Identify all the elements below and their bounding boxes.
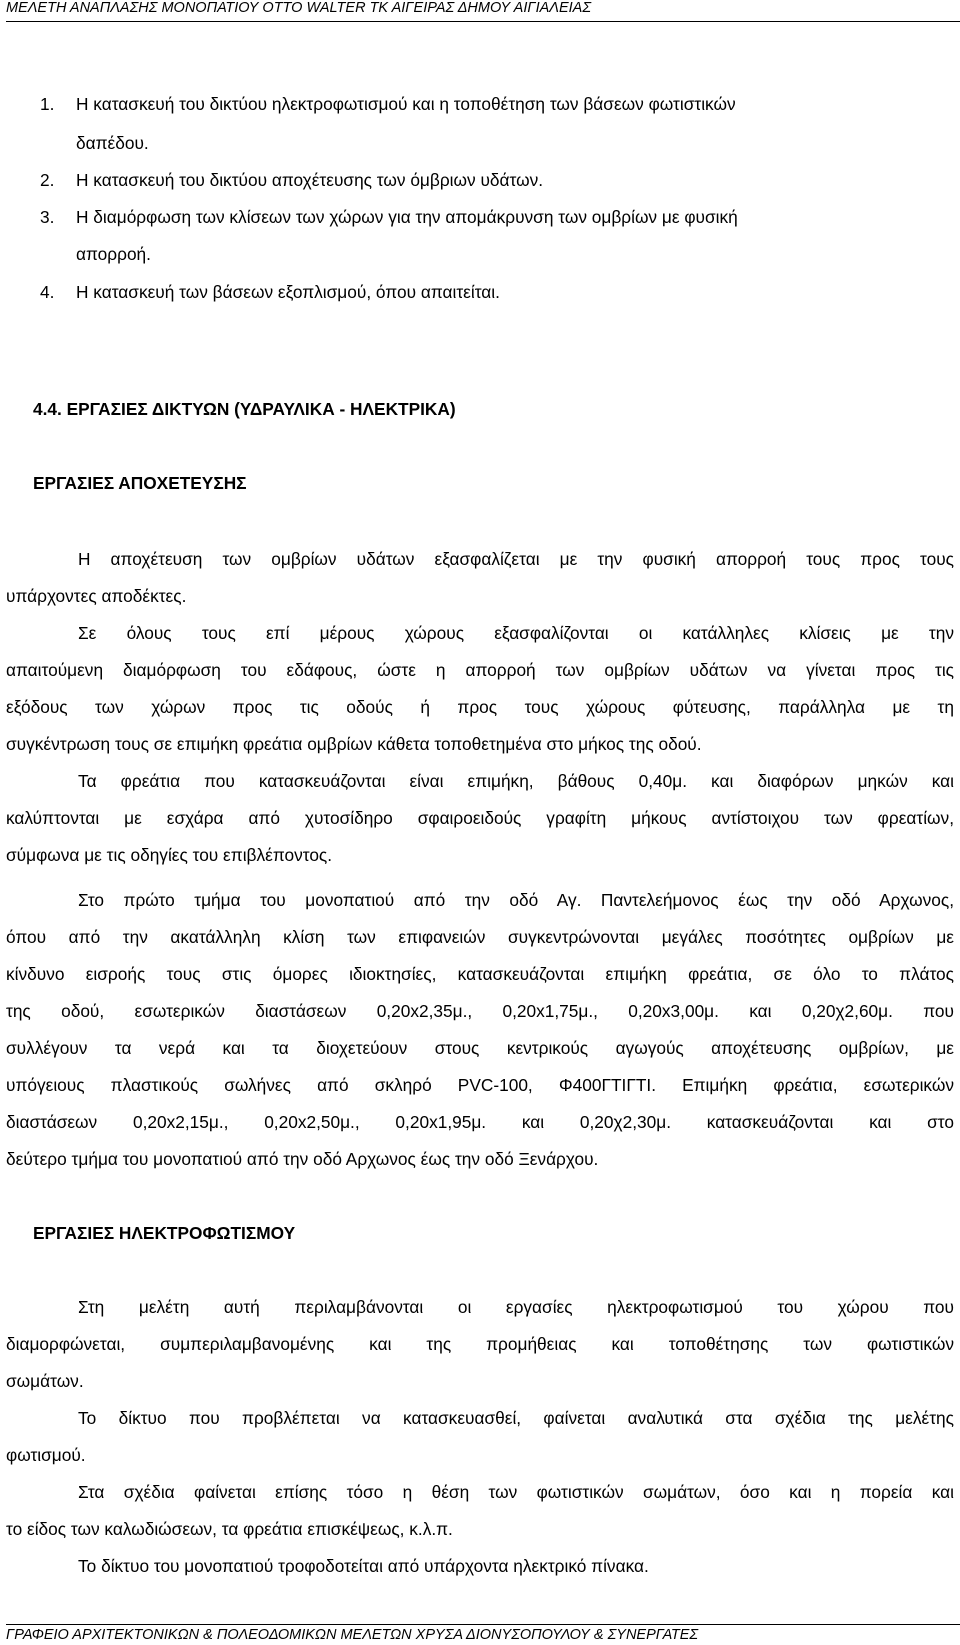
paragraph-line: της οδού, εσωτερικών διαστάσεων 0,20x2,35μ., 0,20x1,75μ., 0,20x3,00μ. και 0,20χ2,60μ. που <box>6 1001 954 1021</box>
list-item-number: 2. <box>40 170 55 190</box>
paragraph-line: υπάρχοντες αποδέκτες. <box>6 586 187 606</box>
list-item-text: Η κατασκευή του δικτύου ηλεκτροφωτισμού και η τοποθέτηση των βάσεων φωτιστικών <box>76 94 736 114</box>
paragraph-line: διαμορφώνεται, συμπεριλαμβανομένης και της προμήθειας και τοποθέτησης των φωτιστικών <box>6 1334 954 1354</box>
list-item-text: δαπέδου. <box>76 133 149 153</box>
paragraph-line: συγκέντρωση τους σε επιμήκη φρεάτια ομβρίων κάθετα τοποθετημένα στο μήκος της οδού. <box>6 734 702 754</box>
paragraph-line: Το δίκτυο που προβλέπεται να κατασκευασθεί, φαίνεται αναλυτικά στα σχέδια της μελέτης <box>78 1408 954 1428</box>
paragraph-line: δεύτερο τμήμα του μονοπατιού από την οδό Αρχωνος έως την οδό Ξενάρχου. <box>6 1149 599 1169</box>
paragraph-line: Τα φρεάτια που κατασκευάζονται είναι επιμήκη, βάθους 0,40μ. και διαφόρων μηκών και <box>78 771 954 791</box>
paragraph-line: φωτισμού. <box>6 1445 86 1465</box>
paragraph-line: συλλέγουν τα νερά και τα διοχετεύουν στους κεντρικούς αγωγούς αποχέτευσης ομβρίων, με <box>6 1038 954 1058</box>
running-header: ΜΕΛΕΤΗ ΑΝΑΠΛΑΣΗΣ ΜΟΝΟΠΑΤΙΟΥ ΟΤΤΟ WALTER ΤΚ ΑΙΓΕΙΡΑΣ ΔΗΜΟΥ ΑΙΓΙΑΛΕΙΑΣ <box>6 0 592 16</box>
list-item-text: Η κατασκευή των βάσεων εξοπλισμού, όπου απαιτείται. <box>76 282 500 302</box>
list-item-text: Η διαμόρφωση των κλίσεων των χώρων για την απομάκρυνση των ομβρίων με φυσική <box>76 207 738 227</box>
paragraph-line: διαστάσεων 0,20x2,15μ., 0,20x2,50μ., 0,20x1,95μ. και 0,20χ2,30μ. κατασκευάζονται και στο <box>6 1112 954 1132</box>
footer-divider <box>6 1624 960 1625</box>
paragraph-line: απαιτούμενη διαμόρφωση του εδάφους, ώστε η απορροή των ομβρίων υδάτων να γίνεται προς τις <box>6 660 954 680</box>
paragraph-line: εξόδους των χώρων προς τις οδούς ή προς τους χώρους φύτευσης, παράλληλα με τη <box>6 697 954 717</box>
list-item-text: απορροή. <box>76 244 151 264</box>
paragraph-line: Στο πρώτο τμήμα του μονοπατιού από την οδό Αγ. Παντελεήμονος έως την οδό Αρχωνος, <box>78 890 954 910</box>
paragraph-line: Στη μελέτη αυτή περιλαμβάνονται οι εργασίες ηλεκτροφωτισμού του χώρου που <box>78 1297 954 1317</box>
paragraph-line: καλύπτονται με εσχάρα από χυτοσίδηρο σφαιροειδούς γραφίτη μήκους αντίστοιχου των φρεατίων, <box>6 808 954 828</box>
running-footer: ΓΡΑΦΕΙΟ ΑΡΧΙΤΕΚΤΟΝΙΚΩΝ & ΠΟΛΕΟΔΟΜΙΚΩΝ ΜΕΛΕΤΩΝ ΧΡΥΣΑ ΔΙΟΝΥΣΟΠΟΥΛΟΥ & ΣΥΝΕΡΓΑΤΕΣ <box>6 1627 699 1643</box>
section-title: 4.4. ΕΡΓΑΣΙΕΣ ΔΙΚΤΥΩΝ (ΥΔΡΑΥΛΙΚΑ - ΗΛΕΚΤΡΙΚΑ) <box>33 399 456 419</box>
list-item-number: 1. <box>40 94 55 114</box>
list-item-number: 4. <box>40 282 55 302</box>
paragraph-line: Σε όλους τους επί μέρους χώρους εξασφαλίζονται οι κατάλληλες κλίσεις με την <box>78 623 954 643</box>
paragraph-line: κίνδυνο εισροής τους στις όμορες ιδιοκτησίες, κατασκευάζονται επιμήκη φρεάτια, σε όλο το πλάτος <box>6 964 954 984</box>
paragraph-line: υπόγειους πλαστικούς σωλήνες από σκληρό PVC-100, Φ400ΓΤΙΓΤΙ. Επιμήκη φρεάτια, εσωτερικών <box>6 1075 954 1095</box>
paragraph-line: σωμάτων. <box>6 1371 84 1391</box>
header-divider <box>6 21 960 22</box>
drainage-heading: ΕΡΓΑΣΙΕΣ ΑΠΟΧΕΤΕΥΣΗΣ <box>33 473 247 493</box>
list-item-text: Η κατασκευή του δικτύου αποχέτευσης των όμβριων υδάτων. <box>76 170 544 190</box>
paragraph-line: όπου από την ακατάλληλη κλίση των επιφανειών συγκεντρώνονται μεγάλες ποσότητες ομβρίων με <box>6 927 954 947</box>
list-item-number: 3. <box>40 207 55 227</box>
paragraph-line: σύμφωνα με τις οδηγίες του επιβλέποντος. <box>6 845 333 865</box>
paragraph-line: Το δίκτυο του μονοπατιού τροφοδοτείται από υπάρχοντα ηλεκτρικό πίνακα. <box>78 1556 649 1576</box>
paragraph-line: Στα σχέδια φαίνεται επίσης τόσο η θέση των φωτιστικών σωμάτων, όσο και η πορεία και <box>78 1482 954 1502</box>
paragraph-line: Η αποχέτευση των ομβρίων υδάτων εξασφαλίζεται με την φυσική απορροή τους προς τους <box>78 549 954 569</box>
lighting-heading: ΕΡΓΑΣΙΕΣ ΗΛΕΚΤΡΟΦΩΤΙΣΜΟΥ <box>33 1223 296 1243</box>
paragraph-line: το είδος των καλωδιώσεων, τα φρεάτια επισκέψεως, κ.λ.π. <box>6 1519 453 1539</box>
